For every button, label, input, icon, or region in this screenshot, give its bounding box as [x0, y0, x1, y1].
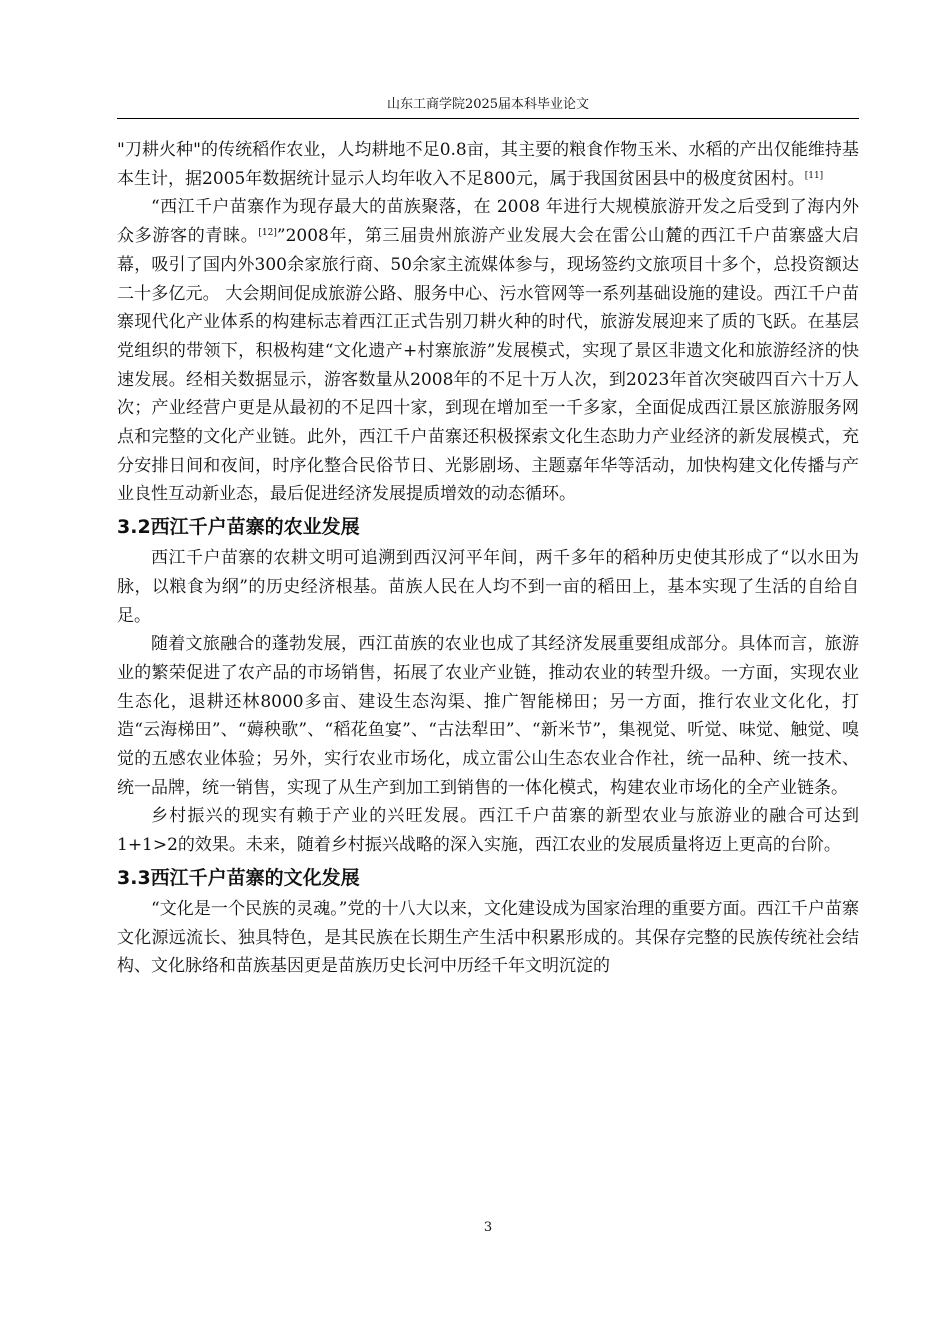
paragraph-6: “文化是一个民族的灵魂。”党的十八大以来，文化建设成为国家治理的重要方面。西江千户苗寨文化源远流长、独具特色，是其民族在长期生产生活中积累形成的。其保存完整的民族传统社会结构、文化脉络和苗族基因更是苗族历史长河中历经千年文明沉淀的 [117, 898, 859, 977]
citation-12[interactable]: [12] [258, 228, 277, 239]
page-body [117, 136, 859, 981]
paragraph-1-text: "刀耕火种"的传统稻作农业，人均耕地不足0.8亩，其主要的粮食作物玉米、水稻的产出仅能维持基本生计，据2005年数据统计显示人均年收入不足800元，属于我国贫困县中的极度贫困村。 [117, 140, 859, 189]
header-rule [117, 118, 859, 119]
page-number: 3 [483, 1220, 493, 1235]
paragraph-2-text-a: “西江千户苗寨作为现存最大的苗族聚落，在 2008 年进行大规模旅游开发之后受到了海内外众多游客的青睐。 [117, 197, 859, 247]
paragraph-3: 西江千户苗寨的农耕文明可追溯到西汉河平年间，两千多年的稻种历史使其形成了“以水田为脉，以粮食为纲”的历史经济根基。苗族人民在人均不到一亩的稻田上，基本实现了生活的自给自足。 [117, 548, 859, 626]
paragraph-5: 乡村振兴的现实有赖于产业的兴旺发展。西江千户苗寨的新型农业与旅游业的融合可达到1+1>2的效果。未来，随着乡村振兴战略的深入实施，西江农业的发展质量将迈上更高的台阶。 [117, 806, 859, 856]
section-heading-3-3: 3.3西江千户苗寨的文化发展 [117, 866, 360, 889]
section-heading-3-2: 3.2西江千户苗寨的农业发展 [117, 516, 360, 539]
paragraph-2 [117, 193, 859, 509]
paragraph-2-text-b: ”2008年，第三届贵州旅游产业发展大会在雷公山麓的西江千户苗寨盛大启幕，吸引了国内外300余家旅行商、50余家主流媒体参与，现场签约文旅项目十多个，总投资额达二十多亿元。 大会期间促成旅游公路、服务中心、污水管网等一系列基础设施的建设。西江千户苗寨现代化产业体系的构建标志着西江正式告别刀耕火种的时代，旅游发展迎来了质的飞跃。在基层党组织的带领下，积极构建“文化遗产+村寨旅游”发展模式，实现了景区非遗文化和旅游经济的快速发展。经相关数据显示，游客数量从2008年的不足十万人次，到2023年首次突破四百六十万人次；产业经营户更是从最初的不足四十家，到现在增加至一千多家，全面促成西江景区旅游服务网点和完整的文化产业链。此外，西江千户苗寨还积极探索文化生态助力产业经济的新发展模式，充分安排日间和夜间，时序化整合民俗节日、光影剧场、主题嘉年华等活动，加快构建文化传播与产业良性互动新业态，最后促进经济发展提质增效的动态循环。 [117, 226, 859, 505]
paragraph-4: 随着文旅融合的蓬勃发展，西江苗族的农业也成了其经济发展重要组成部分。具体而言，旅游业的繁荣促进了农产品的市场销售，拓展了农业产业链，推动农业的转型升级。一方面，实现农业生态化，退耕还林8000多亩、建设生态沟渠、推广智能梯田；另一方面，推行农业文化化，打造“云海梯田”、“薅秧歌”、“稻花鱼宴”、“古法犁田”、“新米节”，集视觉、听觉、味觉、触觉、嗅觉的五感农业体验；另外，实行农业市场化，成立雷公山生态农业合作社，统一品种、统一技术、统一品牌，统一销售，实现了从生产到加工到销售的一体化模式，构建农业市场化的全产业链条。 [117, 634, 859, 798]
citation-11[interactable]: [11] [804, 170, 824, 181]
page-header: 山东工商学院2025届本科毕业论文 [386, 97, 590, 112]
paragraph-1 [117, 136, 859, 193]
